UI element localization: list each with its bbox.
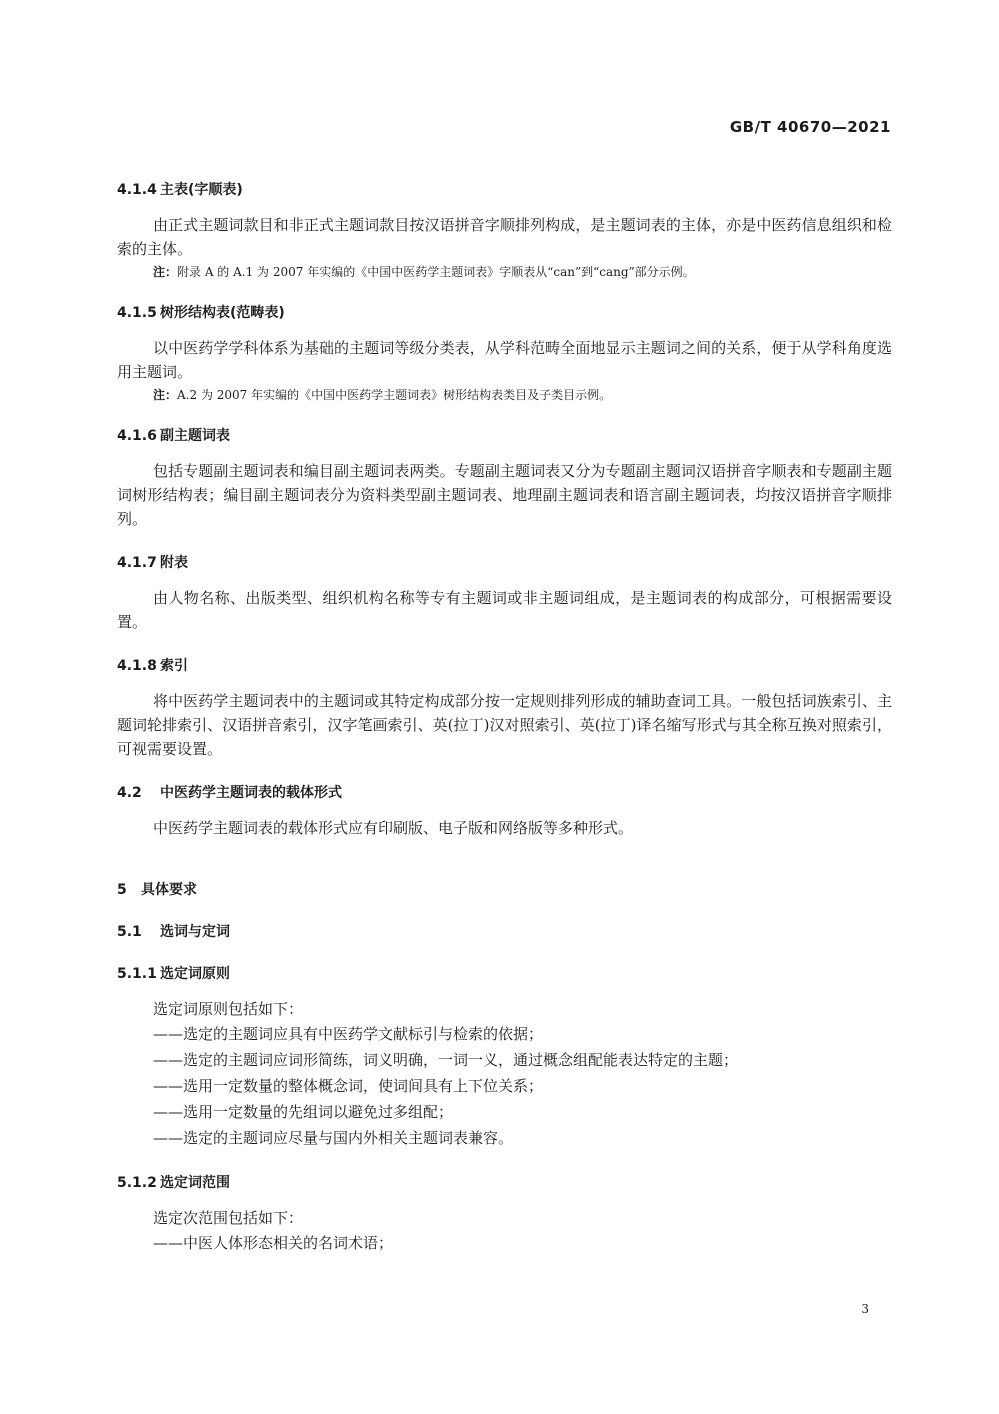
heading-number: 5 [117, 882, 127, 898]
paragraph-4-1-5: 以中医药学学科体系为基础的主题词等级分类表，从学科范畴全面地显示主题词之间的关系，便于从学科角度选用主题词。 [117, 339, 892, 381]
list-item: ——选用一定数量的先组词以避免过多组配； [153, 1103, 454, 1121]
heading-4-2 [117, 783, 892, 803]
note-label: 注： [153, 265, 178, 279]
heading-number: 5.1 [117, 924, 142, 940]
list-item: ——选定的主题词应尽量与国内外相关主题词表兼容。 [153, 1129, 514, 1147]
heading-number: 4.1.5 [117, 305, 157, 321]
note-label: 注： [153, 388, 178, 402]
heading-title: 附表 [160, 555, 188, 571]
heading-title: 树形结构表(范畴表) [160, 305, 285, 321]
heading-number: 5.1.1 [117, 966, 157, 982]
heading-5-1-1 [117, 964, 892, 984]
list-item: ——选定的主题词应词形简练，词义明确，一词一义，通过概念组配能表达特定的主题； [153, 1051, 739, 1069]
heading-4-1-4 [117, 180, 892, 200]
heading-number: 4.1.7 [117, 555, 157, 571]
intro-5-1-1: 选定词原则包括如下： [153, 1000, 304, 1018]
note-text: A.2 为 2007 年实编的《中国中医药学主题词表》树形结构表类目及子类目示例。 [177, 388, 612, 402]
standard-number: GB/T 40670—2021 [729, 118, 891, 136]
heading-title: 中医药学主题词表的载体形式 [160, 785, 342, 801]
intro-5-1-2: 选定次范围包括如下： [153, 1209, 304, 1227]
heading-title: 副主题词表 [160, 428, 230, 444]
heading-4-1-7 [117, 553, 892, 573]
heading-title: 选定词范围 [160, 1175, 230, 1191]
heading-number: 4.2 [117, 785, 142, 801]
heading-5-1-2 [117, 1173, 892, 1193]
heading-number: 5.1.2 [117, 1175, 157, 1191]
list-item: ——选定的主题词应具有中医药学文献标引与检索的依据； [153, 1025, 544, 1043]
heading-4-1-6 [117, 426, 892, 446]
paragraph-4-1-7: 由人物名称、出版类型、组织机构名称等专有主题词或非主题词组成，是主题词表的构成部分，可根据需要设置。 [117, 589, 892, 631]
note-4-1-5 [117, 386, 892, 404]
list-5-1-1 [117, 1021, 892, 1151]
heading-4-1-5 [117, 303, 892, 323]
page-number: 3 [861, 1302, 869, 1316]
heading-title: 主表(字顺表) [160, 182, 243, 198]
heading-title: 选定词原则 [160, 966, 230, 982]
heading-number: 4.1.4 [117, 182, 157, 198]
note-4-1-4 [117, 263, 892, 281]
heading-number: 4.1.8 [117, 658, 157, 674]
heading-5 [117, 880, 892, 900]
paragraph-4-2: 中医药学主题词表的载体形式应有印刷版、电子版和网络版等多种形式。 [153, 819, 634, 837]
heading-4-1-8 [117, 656, 892, 676]
paragraph-4-1-4: 由正式主题词款目和非正式主题词款目按汉语拼音字顺排列构成，是主题词表的主体，亦是中医药信息组织和检索的主体。 [117, 216, 892, 258]
heading-5-1 [117, 922, 892, 942]
paragraph-4-1-8: 将中医药学主题词表中的主题词或其特定构成部分按一定规则排列形成的辅助查词工具。一般包括词族索引、主题词轮排索引、汉语拼音索引，汉字笔画索引、英(拉丁)汉对照索引、英(拉丁)译名缩写形式与其全称互换对照索引，可视需要设置。 [117, 692, 892, 758]
paragraph-4-1-6: 包括专题副主题词表和编目副主题词表两类。专题副主题词表又分为专题副主题词汉语拼音字顺表和专题副主题词树形结构表；编目副主题词表分为资料类型副主题词表、地理副主题词表和语言副主题词表，均按汉语拼音字顺排列。 [117, 462, 892, 528]
list-5-1-2 [117, 1230, 892, 1256]
heading-title: 索引 [160, 658, 188, 674]
list-item: ——中医人体形态相关的名词术语； [153, 1234, 394, 1252]
heading-title: 具体要求 [141, 882, 197, 898]
heading-number: 4.1.6 [117, 428, 157, 444]
heading-title: 选词与定词 [160, 924, 230, 940]
page-content [117, 180, 892, 1256]
list-item: ——选用一定数量的整体概念词，使词间具有上下位关系； [153, 1077, 544, 1095]
note-text: 附录 A 的 A.1 为 2007 年实编的《中国中医药学主题词表》字顺表从“can”到“cang”部分示例。 [177, 265, 695, 279]
